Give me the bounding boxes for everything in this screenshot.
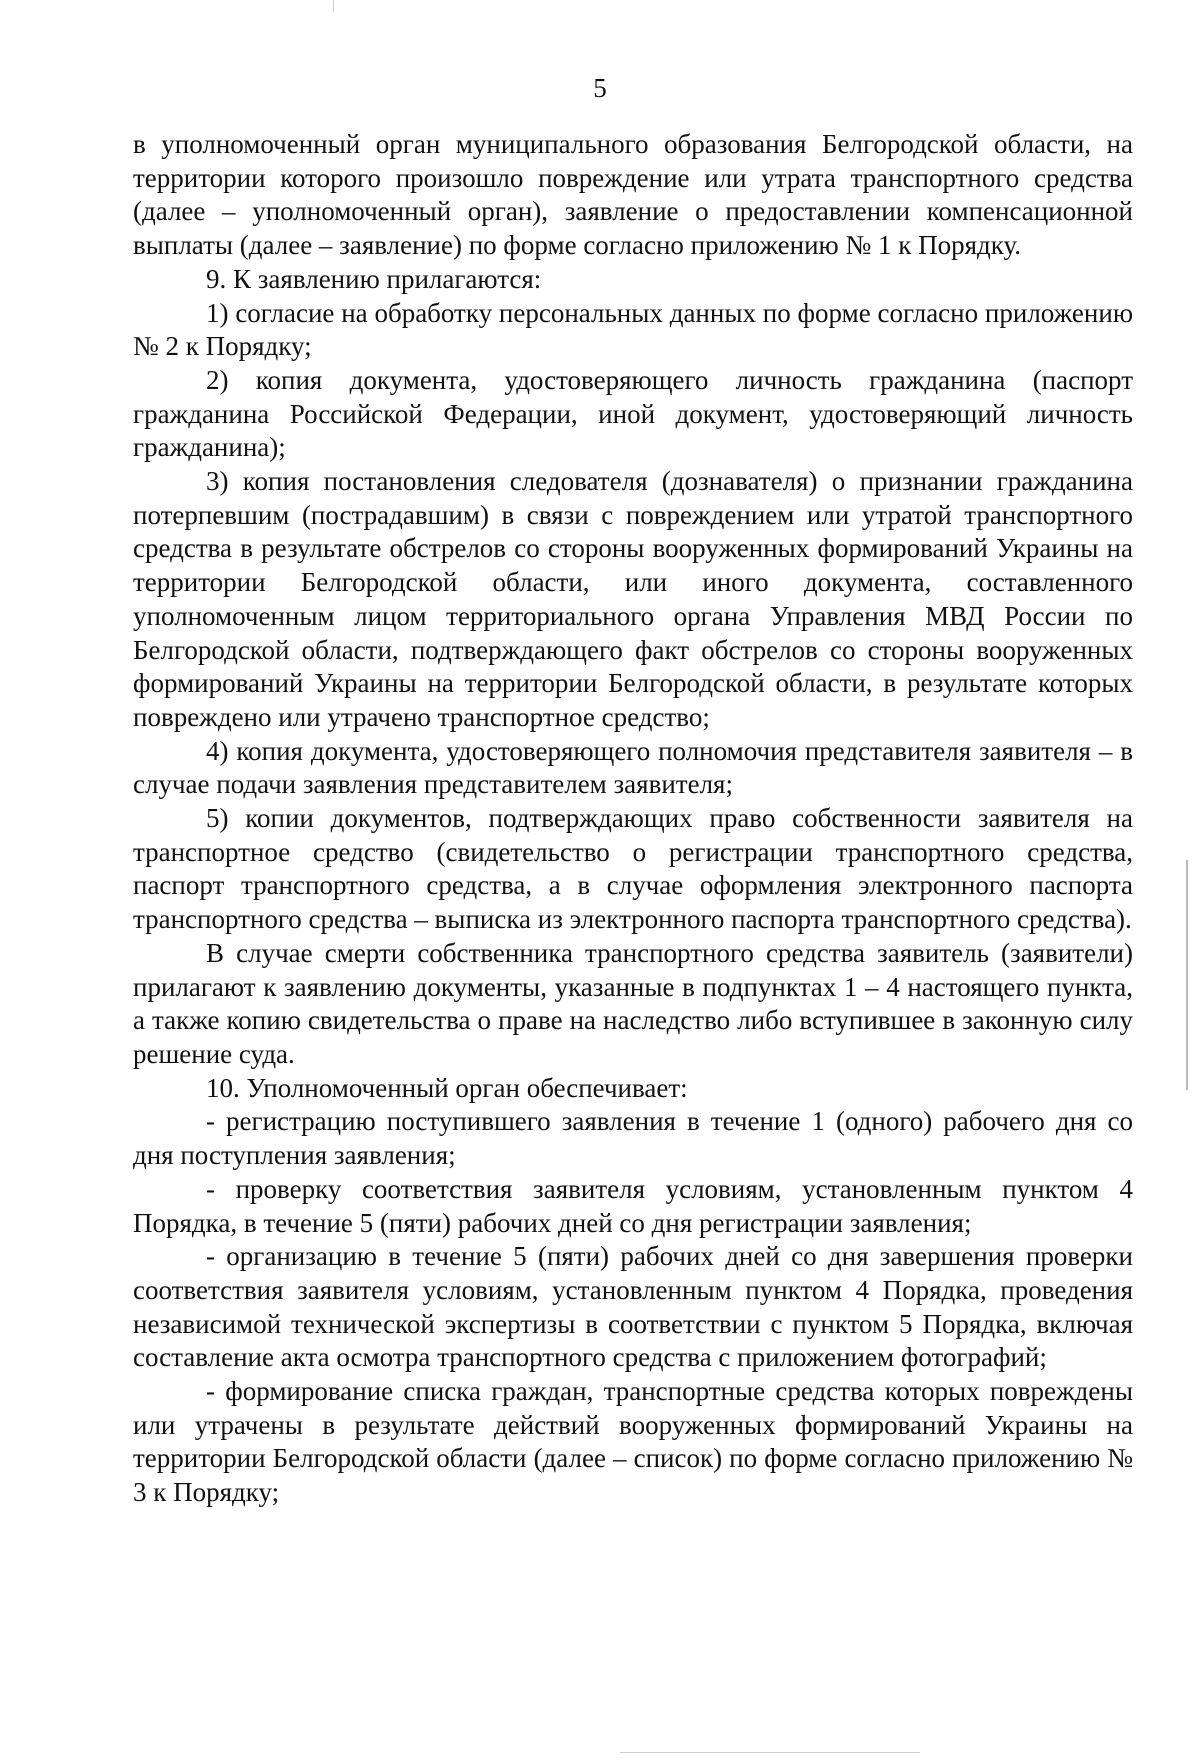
scan-artifact-bottom bbox=[620, 1752, 920, 1753]
paragraph-subitem-1: 1) согласие на обработку персональных данных по форме согласно приложению № 2 к Порядку; bbox=[133, 297, 1133, 362]
scan-artifact-top bbox=[333, 0, 334, 12]
paragraph-bullet-list-formation: - формирование списка граждан, транспортные средства которых повреждены или утрачены в результате действий вооруженных формирований Украины на территории Белгородской области (далее – список) по форме согласно приложению № 3 к Порядку; bbox=[133, 1376, 1133, 1508]
page-number: 5 bbox=[593, 73, 607, 103]
paragraph-continuation: в уполномоченный орган муниципального образования Белгородской области, на территории которого произошло повреждение или утрата транспортного средства (далее – уполномоченный орган), заявление о предоставлении компенсационной выплаты (далее – заявление) по форме согласно приложению № 1 к Порядку. bbox=[133, 129, 1133, 261]
paragraph-bullet-expertise: - организацию в течение 5 (пяти) рабочих дней со дня завершения проверки соответствия заявителя условиям, установленным пунктом 4 Порядка, проведения независимой технической экспертизы в соответствии с пунктом 5 Порядка, включая составление акта осмотра транспортного средства с приложением фотографий; bbox=[133, 1241, 1133, 1373]
paragraph-item-10: 10. Уполномоченный орган обеспечивает: bbox=[206, 1072, 688, 1103]
paragraph-subitem-4: 4) копия документа, удостоверяющего полномочия представителя заявителя – в случае подачи заявления представителем заявителя; bbox=[133, 735, 1133, 800]
paragraph-bullet-verification: - проверку соответствия заявителя условиям, установленным пунктом 4 Порядка, в течение 5 (пяти) рабочих дней со дня регистрации заявления; bbox=[133, 1173, 1133, 1238]
paragraph-owner-death: В случае смерти собственника транспортного средства заявитель (заявители) прилагают к заявлению документы, указанные в подпунктах 1 – 4 настоящего пункта, а также копию свидетельства о праве на наследство либо вступившее в законную силу решение суда. bbox=[133, 937, 1133, 1069]
paragraph-bullet-registration: - регистрацию поступившего заявления в течение 1 (одного) рабочего дня со дня поступления заявления; bbox=[133, 1106, 1133, 1171]
document-body bbox=[133, 128, 1133, 1510]
paragraph-subitem-2: 2) копия документа, удостоверяющего личность гражданина (паспорт гражданина Российской Федерации, иной документ, удостоверяющий личность гражданина); bbox=[133, 364, 1133, 463]
paragraph-item-9: 9. К заявлению прилагаются: bbox=[206, 263, 542, 294]
scan-artifact-right bbox=[1186, 860, 1188, 1090]
paragraph-subitem-5: 5) копии документов, подтверждающих право собственности заявителя на транспортное средство (свидетельство о регистрации транспортного средства, паспорт транспортного средства, а в случае оформления электронного паспорта транспортного средства – выписка из электронного паспорта транспортного средства). bbox=[133, 803, 1133, 935]
paragraph-subitem-3: 3) копия постановления следователя (дознавателя) о признании гражданина потерпевшим (пострадавшим) в связи с повреждением или утратой транспортного средства в результате обстрелов со стороны вооруженных формирований Украины на территории Белгородской области, или иного документа, составленного уполномоченным лицом территориального органа Управления МВД России по Белгородской области, подтверждающего факт обстрелов со стороны вооруженных формирований Украины на территории Белгородской области, в результате которых повреждено или утрачено транспортное средство; bbox=[133, 466, 1133, 732]
